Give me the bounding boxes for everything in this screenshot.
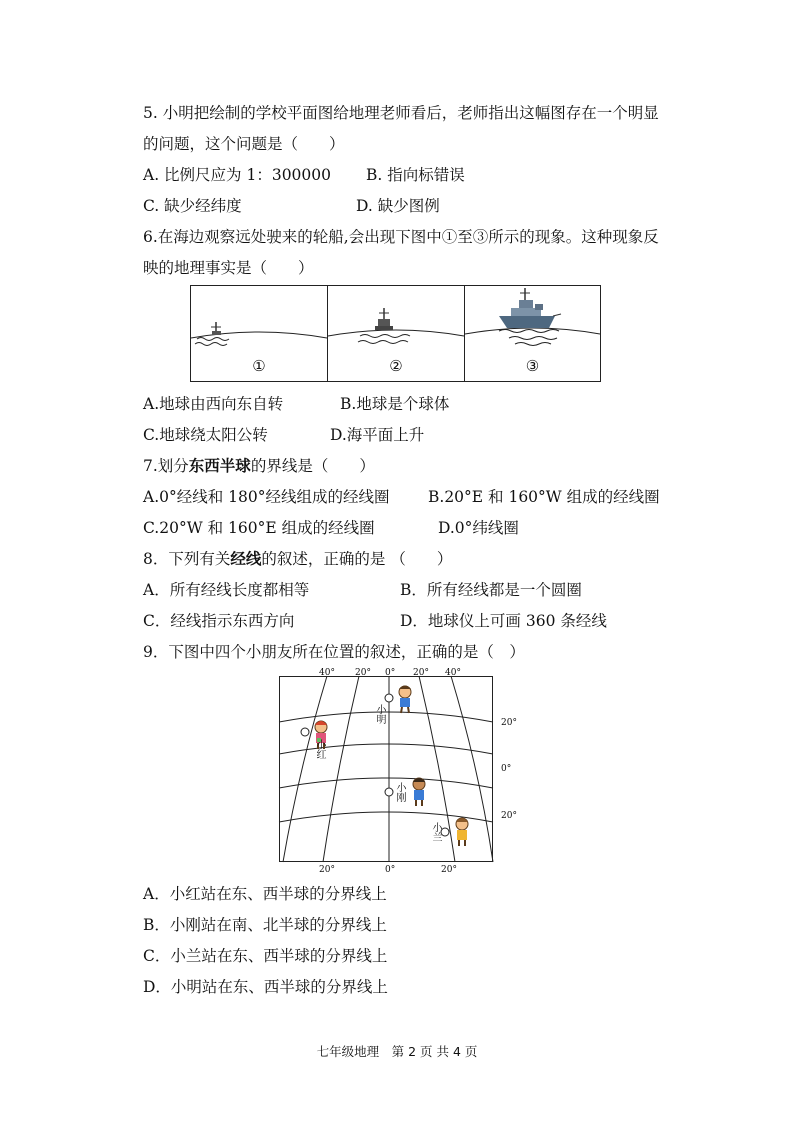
ship-panel-3: [464, 285, 601, 382]
bottom-label-0: 0°: [385, 865, 396, 875]
bottom-label-20e: 20°: [441, 865, 457, 875]
q8-stem: [143, 549, 452, 569]
kid-xiaogang-icon: [413, 778, 425, 806]
q8-option-d: D．地球仪上可画 360 条经线: [400, 612, 607, 630]
location-circle-xiaolan: [441, 828, 449, 836]
name-xiaohong: 小红: [314, 739, 325, 759]
q5-stem-line1: 5. 小明把绘制的学校平面图给地理老师看后，老师指出这幅图存在一个明显: [143, 104, 659, 122]
graticule-svg: [279, 668, 517, 875]
name-xiaolan: 小兰: [430, 822, 441, 842]
q9-option-b: B．小刚站在南、北半球的分界线上: [143, 916, 387, 934]
q8-stem-bold: 经线: [230, 549, 262, 568]
q9-option-c: C．小兰站在东、西半球的分界线上: [143, 947, 388, 965]
q9-option-a: A．小红站在东、西半球的分界线上: [143, 885, 387, 903]
location-circle-xiaoming: [385, 694, 393, 702]
location-circle-xiaogang: [385, 788, 393, 796]
ship-panel-2: [327, 285, 465, 382]
approaching-ship-icon: [375, 308, 393, 330]
q9-stem: 9．下图中四个小朋友所在位置的叙述，正确的是（ ）: [143, 643, 525, 661]
graticule-map: [279, 668, 517, 875]
panel-label-2: ②: [389, 357, 403, 375]
name-xiaoming: 小明: [374, 704, 385, 724]
top-label-20w: 20°: [355, 668, 371, 678]
q7-stem-bold: 东西半球: [188, 456, 251, 475]
q7-option-d: D.0°纬线圈: [438, 519, 519, 537]
top-label-40w: 40°: [319, 668, 335, 678]
q5-option-c: C. 缺少经纬度: [143, 197, 242, 215]
q6-option-c: C.地球绕太阳公转: [143, 426, 268, 444]
q8-option-c: C．经线指示东西方向: [143, 612, 295, 630]
right-label-0: 0°: [501, 764, 512, 774]
panel-label-3: ③: [525, 357, 540, 375]
right-label-20s: 20°: [501, 811, 517, 821]
q7-option-c: C.20°W 和 160°E 组成的经线圈: [143, 519, 375, 537]
kid-xiaolan-icon: [456, 818, 468, 846]
q8-option-b: B．所有经线都是一个圆圈: [400, 581, 582, 599]
q7-stem: [143, 456, 375, 476]
q8-stem-post: 的叙述，正确的是 （ ）: [261, 550, 453, 568]
bottom-label-20w: 20°: [319, 865, 335, 875]
q5-option-b: B. 指向标错误: [366, 166, 465, 184]
top-label-40e: 40°: [445, 668, 461, 678]
q7-option-a: A.0°经线和 180°经线组成的经线圈: [143, 488, 390, 506]
warship-icon: [499, 288, 561, 328]
q6-stem-line1: 6.在海边观察远处驶来的轮船,会出现下图中①至③所示的现象。这种现象反: [143, 228, 659, 246]
q6-option-a: A.地球由西向东自转: [143, 395, 284, 413]
right-label-20n: 20°: [501, 718, 517, 728]
panel-label-1: ①: [252, 357, 266, 375]
top-label-0: 0°: [385, 668, 396, 678]
ship-panel-1: [190, 285, 328, 382]
q7-stem-post: 的界线是（ ）: [250, 457, 375, 475]
q7-option-b: B.20°E 和 160°W 组成的经线圈: [428, 488, 660, 506]
q7-stem-pre: 7.划分: [143, 457, 189, 475]
q5-option-a: A. 比例尺应为 1：300000: [143, 166, 332, 184]
q9-option-d: D．小明站在东、西半球的分界线上: [143, 978, 388, 996]
kid-xiaoming-icon: [399, 686, 411, 714]
q5-stem-line2: 的问题，这个问题是（ ）: [143, 135, 345, 153]
location-circle-xiaohong: [301, 728, 309, 736]
q5-option-d: D. 缺少图例: [356, 197, 440, 215]
q8-stem-pre: 8．下列有关: [143, 550, 231, 568]
q6-stem-line2: 映的地理事实是（ ）: [143, 259, 314, 277]
top-label-20e: 20°: [413, 668, 429, 678]
name-xiaogang: 小刚: [394, 782, 405, 802]
q6-option-b: B.地球是个球体: [340, 395, 450, 413]
page-footer: 七年级地理 第 2 页 共 4 页: [316, 1044, 478, 1059]
distant-ship-mast-icon: [211, 322, 221, 335]
q8-option-a: A．所有经线长度都相等: [143, 581, 310, 599]
q6-option-d: D.海平面上升: [330, 426, 425, 444]
